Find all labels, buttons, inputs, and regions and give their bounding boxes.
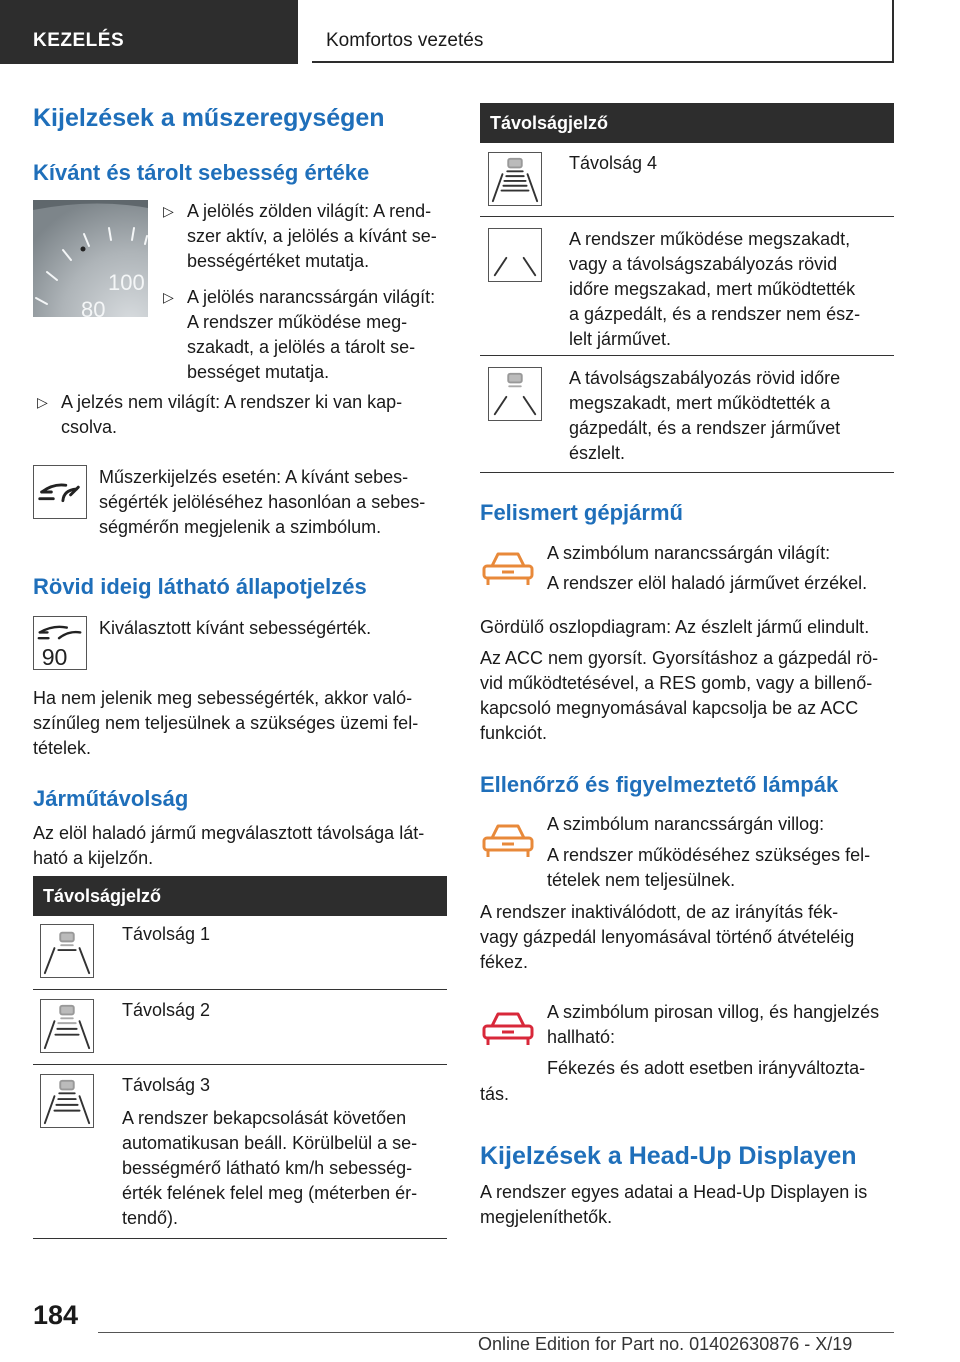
lamp-red-braking-line1: Fékezés és adott esetben irányváltozta- (547, 1058, 866, 1078)
triangle-bullet-icon: ▷ (163, 289, 174, 305)
footer-edition: Online Edition for Part no. 01402630876 - X/19 (478, 1334, 853, 1354)
detected-vehicle-line1: A szimbólum narancssárgán világít: (547, 543, 831, 563)
distance-title: Járműtávolság (33, 786, 189, 811)
set-speed-value: 90 (41, 644, 68, 669)
hud-para (480, 1180, 900, 1230)
distance-1-icon (40, 924, 94, 978)
no-vehicle-line2: vagy a távolságszabályozás rövid (569, 254, 838, 274)
no-vehicle-desc (569, 227, 889, 352)
table-row-divider (480, 216, 894, 217)
bullet-green-line3: bességértéket mutatja. (187, 251, 370, 271)
lamp-orange-line1: A szimbólum narancssárgán villog: (547, 814, 825, 834)
lamp-red-desc (547, 1000, 902, 1050)
distance-3-desc-line3: bességmérő látható km/h sebesség- (122, 1158, 413, 1178)
no-vehicle-icon (488, 228, 542, 282)
table-row-divider (33, 1064, 447, 1065)
distance-3-desc-line4: érték felének felel meg (méterben ér- (122, 1183, 418, 1203)
short-status-title: Rövid ideig látható állapotjelzés (33, 574, 367, 599)
bullet-off-line1: A jelzés nem világít: A rendszer ki van kap- (61, 392, 403, 412)
warning-lamps-title: Ellenőrző és figyelmeztető lámpák (480, 772, 839, 797)
page-title: Kijelzések a műszeregységen (33, 104, 385, 132)
lamp-orange-desc-line2: tételek nem teljesülnek. (547, 870, 736, 890)
bullet-green-line1: A jelölés zölden világít: A rend- (187, 201, 432, 221)
bullet-green-line2: szer aktív, a jelölés a kívánt se- (187, 226, 437, 246)
gauge-note (99, 465, 459, 540)
table-row-divider (33, 1238, 447, 1239)
table-row-divider (480, 472, 894, 473)
bullet-orange-line3: szakadt, a jelölés a tárolt se- (187, 337, 416, 357)
gauge-note-line1: Műszerkijelzés esetén: A kívánt sebes- (99, 467, 409, 487)
hud-para-line2: megjeleníthetők. (480, 1207, 613, 1227)
bullet-off-line2: csolva. (61, 417, 118, 437)
page-number: 184 (33, 1300, 79, 1330)
lamp-orange-desc-line1: A rendszer működéséhez szükséges fel- (547, 845, 871, 865)
acc-para-line2: vid működtetésével, a RES gomb, vagy a billenő- (480, 673, 873, 693)
vehicle-detected-line2: megszakadt, mert működtették a (569, 393, 831, 413)
header-chapter: Komfortos vezetés (326, 30, 484, 51)
header-section-tab (0, 0, 298, 64)
speedometer-image (33, 200, 148, 317)
speed-marker-icon (33, 465, 87, 519)
short-para-line3: tételek. (33, 738, 92, 758)
table-row-divider (480, 355, 894, 356)
gauge-note-line2: ségérték jelöléséhez hasonlóan a sebes- (99, 492, 426, 512)
speedo-label-100: 100 (108, 270, 145, 295)
lamp-orange-para (480, 900, 900, 975)
no-vehicle-line5: lelt járművet. (569, 329, 672, 349)
detected-vehicle-title: Felismert gépjármű (480, 500, 683, 525)
hud-para-line1: A rendszer egyes adatai a Head-Up Displayen is (480, 1182, 868, 1202)
gauge-note-line3: ségmérőn megjelenik a szimbólum. (99, 517, 382, 537)
bullet-orange-line1: A jelölés narancssárgán világít: (187, 287, 436, 307)
lamp-orange-desc (547, 843, 897, 893)
bullet-orange-line2: A rendszer működése meg- (187, 312, 408, 332)
no-vehicle-line3: időre megszakad, mert működtették (569, 279, 856, 299)
distance-2-label: Távolság 2 (122, 1000, 211, 1020)
vehicle-detected-line3: gázpedált, és a rendszer járművet (569, 418, 841, 438)
distance-1-label: Távolság 1 (122, 924, 211, 944)
car-red-icon (480, 1008, 536, 1048)
distance-para (33, 821, 458, 871)
short-status-para (33, 686, 458, 761)
distance-para-line2: ható a kijelzőn. (33, 848, 154, 868)
set-speed-90-icon (33, 616, 87, 670)
distance-3-label: Távolság 3 (122, 1075, 211, 1095)
car-orange-icon (480, 548, 536, 588)
distance-3-icon (40, 1074, 94, 1128)
header-chapter-box (312, 0, 894, 63)
distance-2-icon (40, 999, 94, 1053)
bullet-green (163, 199, 453, 274)
distance-3-desc-line2: automatikusan beáll. Körülbelül a se- (122, 1133, 418, 1153)
lamp-orange-para-line2: vagy gázpedál lenyomásával történő átvételéig (480, 927, 855, 947)
distance-4-icon (488, 152, 542, 206)
bullet-off (37, 390, 457, 440)
speed-section-title: Kívánt és tárolt sebesség értéke (33, 160, 370, 185)
acc-para-line3: kapcsoló megnyomásával kapcsolja be az ACC (480, 698, 859, 718)
car-orange-blink-icon (480, 820, 536, 860)
vehicle-detected-line4: észlelt. (569, 443, 626, 463)
short-para-line1: Ha nem jelenik meg sebességérték, akkor való- (33, 688, 413, 708)
acc-para (480, 646, 900, 746)
no-vehicle-line1: A rendszer működése megszakadt, (569, 229, 851, 249)
vehicle-detected-line1: A távolságszabályozás rövid időre (569, 368, 841, 388)
header-section: KEZELÉS (33, 30, 125, 51)
distance-table-header-right: Távolságjelző (480, 103, 894, 143)
distance-para-line1: Az elöl haladó jármű megválasztott távolsága lát- (33, 823, 425, 843)
distance-4-label: Távolság 4 (569, 153, 658, 173)
lamp-orange-para-line1: A rendszer inaktiválódott, de az irányítás fék- (480, 902, 839, 922)
bullet-orange (163, 285, 453, 385)
acc-para-line4: funkciót. (480, 723, 548, 743)
speedo-label-80: 80 (81, 297, 106, 317)
triangle-bullet-icon: ▷ (37, 394, 48, 410)
distance-3-desc-line1: A rendszer bekapcsolását követően (122, 1108, 407, 1128)
bullet-orange-line4: bességet mutatja. (187, 362, 330, 382)
lamp-red-braking-line2: tás. (480, 1084, 510, 1104)
no-vehicle-line4: a gázpedált, és a rendszer nem ész- (569, 304, 861, 324)
short-status-text: Kiválasztott kívánt sebességérték. (99, 618, 372, 638)
vehicle-detected-interrupted-icon (488, 367, 542, 421)
hud-title: Kijelzések a Head-Up Displayen (480, 1142, 857, 1170)
distance-3-desc (122, 1106, 452, 1231)
vehicle-detected-desc (569, 366, 889, 466)
rolling-bar-text: Gördülő oszlopdiagram: Az észlelt jármű elindult. (480, 617, 870, 637)
acc-para-line1: Az ACC nem gyorsít. Gyorsításhoz a gázpedál rö- (480, 648, 879, 668)
distance-3-desc-line5: tendő). (122, 1208, 179, 1228)
distance-table-header: Távolságjelző (33, 876, 447, 916)
detected-vehicle-line2: A rendszer elöl haladó járművet érzékel. (547, 573, 868, 593)
lamp-red-line1: A szimbólum pirosan villog, és hangjelzés (547, 1002, 880, 1022)
lamp-orange-para-line3: fékez. (480, 952, 529, 972)
table-row-divider (33, 989, 447, 990)
short-para-line2: színűleg nem teljesülnek a szükséges üzemi fel- (33, 713, 419, 733)
lamp-red-line2: hallható: (547, 1027, 616, 1047)
triangle-bullet-icon: ▷ (163, 203, 174, 219)
footer-divider (98, 1332, 894, 1333)
